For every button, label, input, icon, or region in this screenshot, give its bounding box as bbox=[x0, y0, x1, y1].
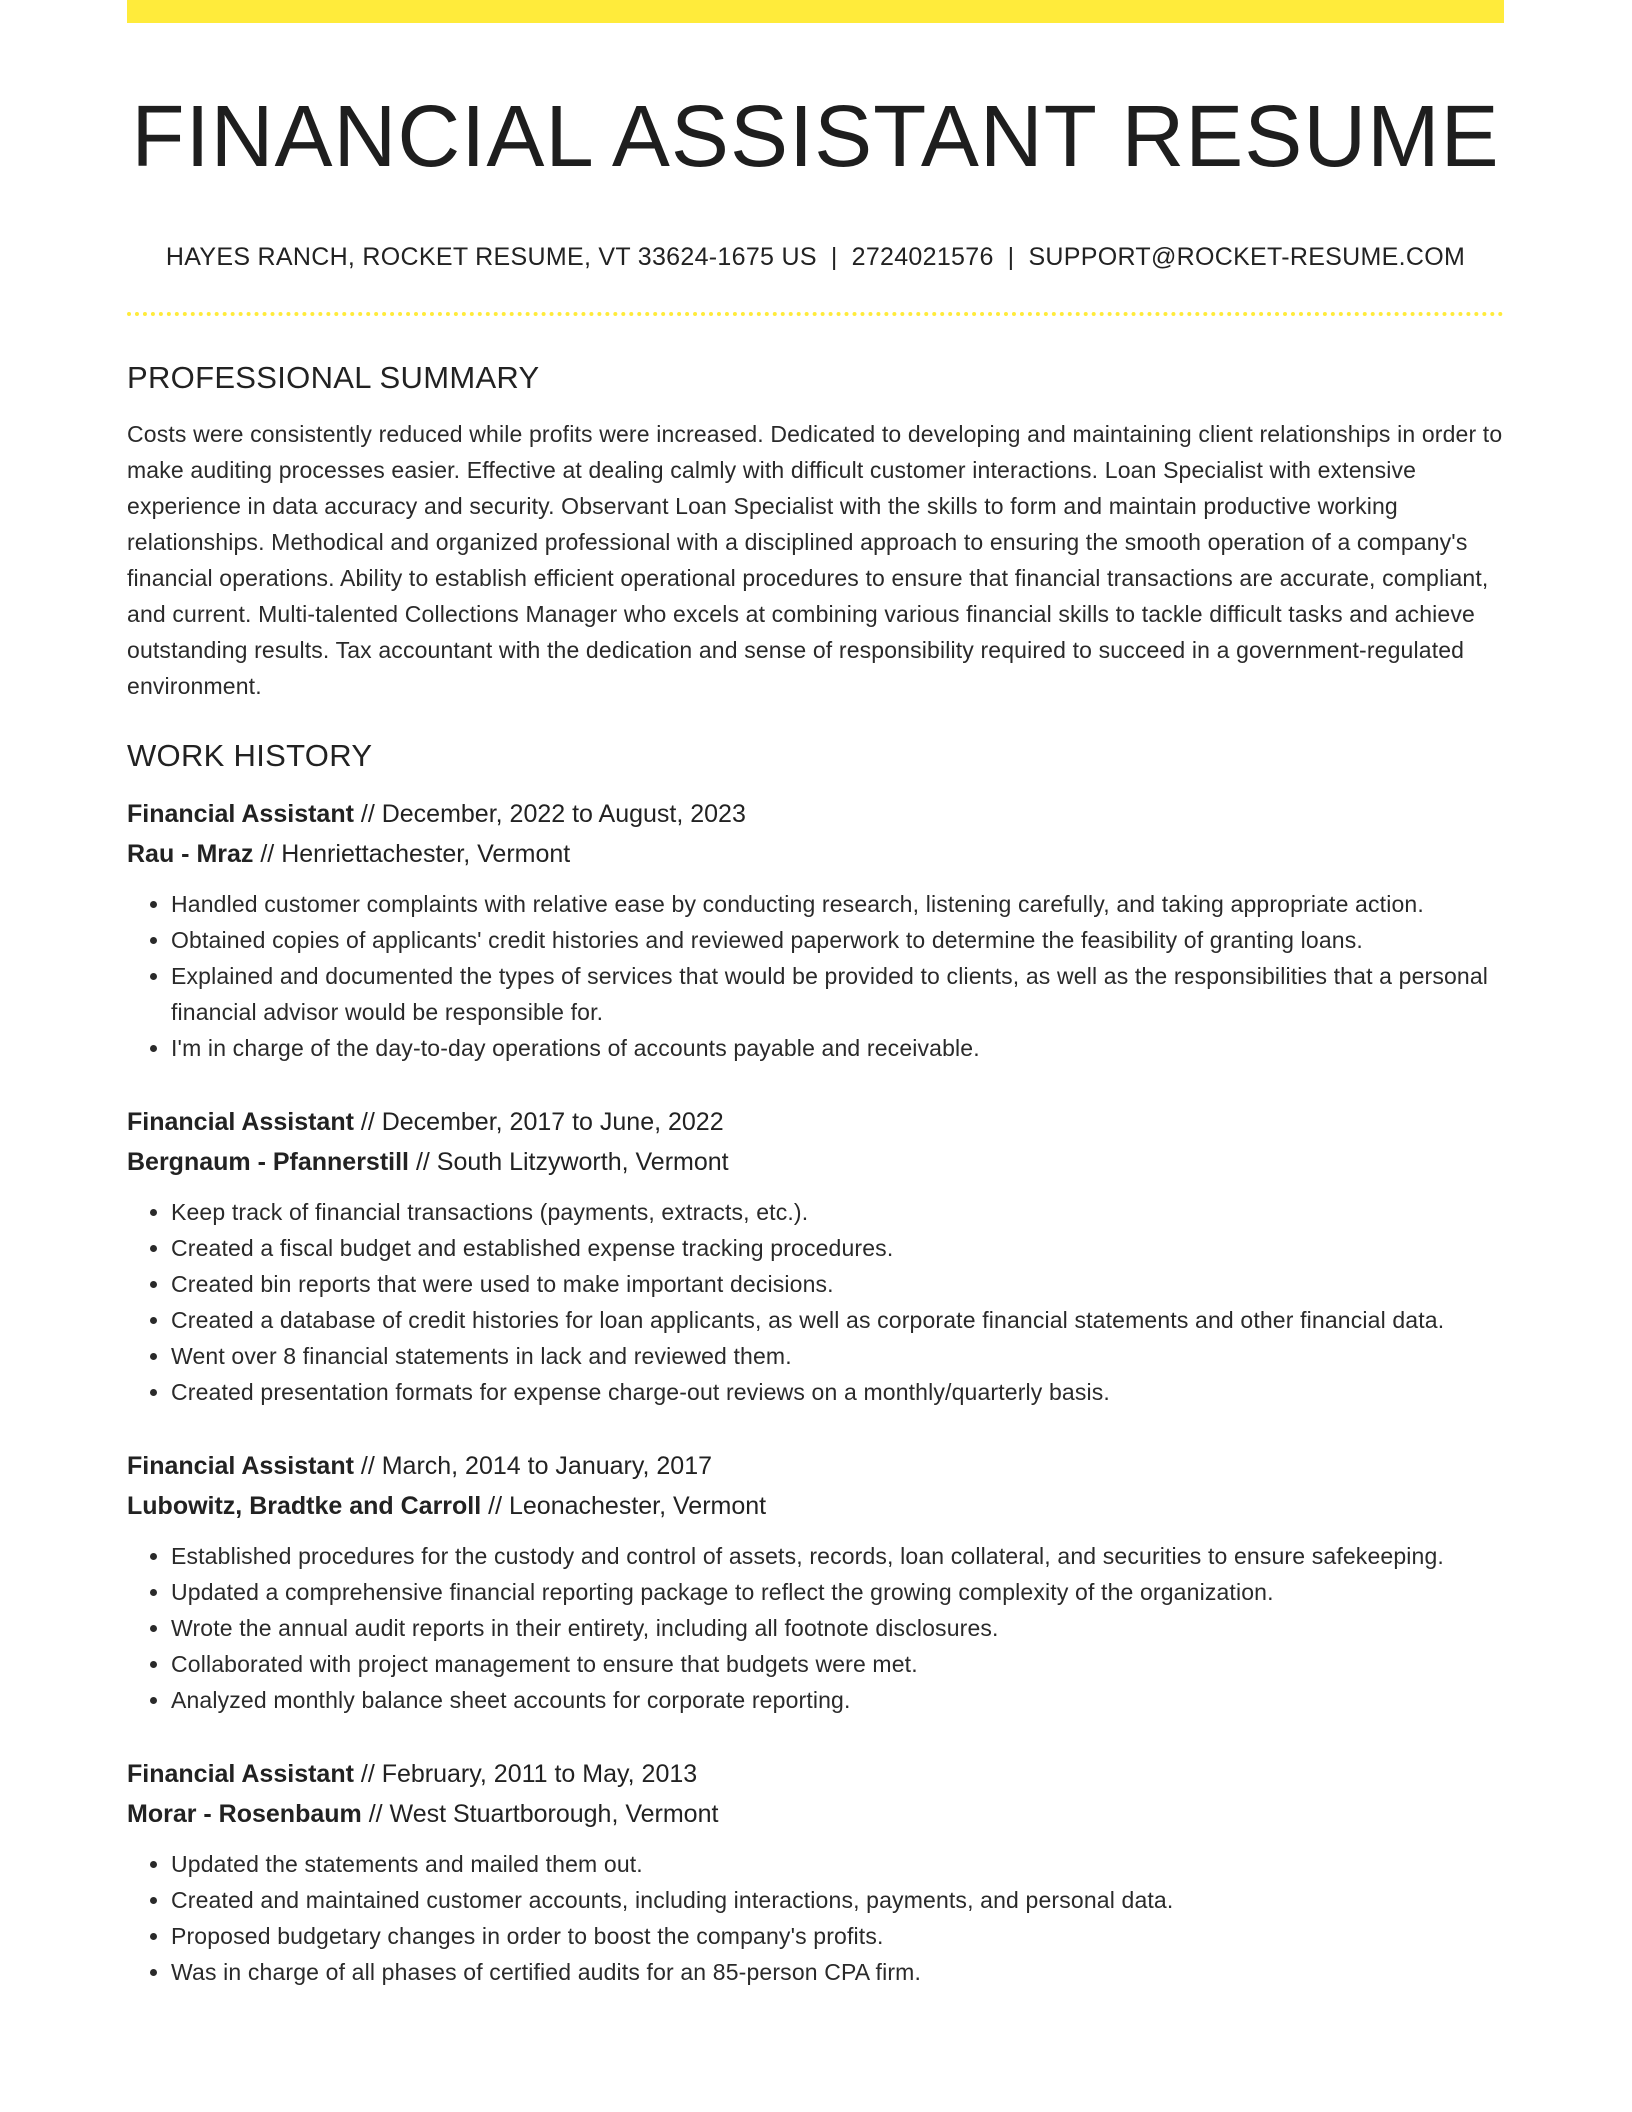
job-title: Financial Assistant bbox=[127, 800, 354, 829]
summary-text: Costs were consistently reduced while profits were increased. Dedicated to developing and maintaining client relationships in order to make auditing processes easier. Effective at dealing calmly with difficult customer interactions. Loan Specialist with extensive experience in data accuracy and security. Observant Loan Specialist with the skills to form and maintain productive working relationships. Methodical and organized professional with a disciplined approach to ensuring the smooth operation of a company's financial operations. Ability to establish efficient operational procedures to ensure that financial transactions are accurate, compliant, and current. Multi-talented Collections Manager who excels at combining various financial skills to tackle difficult tasks and achieve outstanding results. Tax accountant with the dedication and sense of responsibility required to succeed in a government-regulated environment. bbox=[127, 421, 1503, 700]
job-bullet: • Wrote the annual audit reports in their entirety, including all footnote disclosures. bbox=[171, 1610, 1504, 1646]
work-history-list bbox=[127, 794, 1504, 1990]
job-company: Lubowitz, Bradtke and Carroll bbox=[127, 1492, 482, 1521]
job-company: Bergnaum - Pfannerstill bbox=[127, 1148, 409, 1177]
job-bullet: • Keep track of financial transactions (payments, extracts, etc.). bbox=[171, 1194, 1504, 1230]
job-bullet: • Updated a comprehensive financial reporting package to reflect the growing complexity of the organization. bbox=[171, 1574, 1504, 1610]
job-title: Financial Assistant bbox=[127, 1760, 354, 1789]
dotted-divider bbox=[127, 312, 1504, 316]
job-company-line bbox=[127, 1142, 1504, 1182]
contact-line bbox=[127, 243, 1504, 272]
job-dates: // December, 2017 to June, 2022 bbox=[360, 1108, 724, 1137]
job-bullet: • Created bin reports that were used to make important decisions. bbox=[171, 1266, 1504, 1302]
job-title-line bbox=[127, 1446, 1504, 1486]
job-bullet-list bbox=[127, 886, 1504, 1066]
accent-top-bar bbox=[127, 0, 1504, 23]
job-bullet: • Created presentation formats for expense charge-out reviews on a monthly/quarterly basis. bbox=[171, 1374, 1504, 1410]
job-location: // Henriettachester, Vermont bbox=[260, 840, 571, 869]
job-bullet: • Proposed budgetary changes in order to boost the company's profits. bbox=[171, 1918, 1504, 1954]
job-company-line bbox=[127, 1794, 1504, 1834]
job-bullet: • Explained and documented the types of services that would be provided to clients, as well as the responsibilities that a personal financial advisor would be responsible for. bbox=[171, 958, 1504, 1030]
job-bullet: • Analyzed monthly balance sheet accounts for corporate reporting. bbox=[171, 1682, 1504, 1718]
job-company: Rau - Mraz bbox=[127, 840, 254, 869]
job-bullet: • Updated the statements and mailed them out. bbox=[171, 1846, 1504, 1882]
job-company-line bbox=[127, 834, 1504, 874]
job-dates: // December, 2022 to August, 2023 bbox=[360, 800, 746, 829]
job-title: Financial Assistant bbox=[127, 1108, 354, 1137]
job-dates: // March, 2014 to January, 2017 bbox=[360, 1452, 713, 1481]
job-location: // South Litzyworth, Vermont bbox=[415, 1148, 729, 1177]
contact-address: HAYES RANCH, ROCKET RESUME, VT 33624-1675 US bbox=[165, 243, 817, 272]
contact-separator: | bbox=[1007, 243, 1015, 272]
contact-phone: 2724021576 bbox=[851, 243, 994, 272]
contact-separator: | bbox=[830, 243, 838, 272]
job-bullet-list bbox=[127, 1846, 1504, 1990]
resume-title: FINANCIAL ASSISTANT RESUME bbox=[131, 88, 1500, 185]
job-title: Financial Assistant bbox=[127, 1452, 354, 1481]
job-bullet-list bbox=[127, 1538, 1504, 1718]
job-location: // Leonachester, Vermont bbox=[488, 1492, 767, 1521]
job-bullet: • Handled customer complaints with relative ease by conducting research, listening carefully, and taking appropriate action. bbox=[171, 886, 1504, 922]
job-bullet: • Created a fiscal budget and established expense tracking procedures. bbox=[171, 1230, 1504, 1266]
job-bullet: • I'm in charge of the day-to-day operations of accounts payable and receivable. bbox=[171, 1030, 1504, 1066]
job-bullet: • Went over 8 financial statements in lack and reviewed them. bbox=[171, 1338, 1504, 1374]
job-company-line bbox=[127, 1486, 1504, 1526]
job-title-line bbox=[127, 1102, 1504, 1142]
work-history-heading: WORK HISTORY bbox=[127, 738, 373, 774]
job-entry bbox=[127, 1754, 1504, 1990]
job-bullet-list bbox=[127, 1194, 1504, 1410]
summary-heading: PROFESSIONAL SUMMARY bbox=[127, 360, 540, 396]
job-title-line bbox=[127, 794, 1504, 834]
job-dates: // February, 2011 to May, 2013 bbox=[360, 1760, 698, 1789]
job-bullet: • Created and maintained customer accounts, including interactions, payments, and personal data. bbox=[171, 1882, 1504, 1918]
job-company: Morar - Rosenbaum bbox=[127, 1800, 362, 1829]
resume-page bbox=[127, 0, 1504, 2026]
job-bullet: • Obtained copies of applicants' credit histories and reviewed paperwork to determine the feasibility of granting loans. bbox=[171, 922, 1504, 958]
job-entry bbox=[127, 794, 1504, 1066]
contact-email: SUPPORT@ROCKET-RESUME.COM bbox=[1028, 243, 1466, 272]
job-location: // West Stuartborough, Vermont bbox=[368, 1800, 719, 1829]
job-bullet: • Was in charge of all phases of certified audits for an 85-person CPA firm. bbox=[171, 1954, 1504, 1990]
job-bullet: • Created a database of credit histories for loan applicants, as well as corporate financial statements and other financial data. bbox=[171, 1302, 1504, 1338]
job-title-line bbox=[127, 1754, 1504, 1794]
job-bullet: • Collaborated with project management to ensure that budgets were met. bbox=[171, 1646, 1504, 1682]
job-entry bbox=[127, 1446, 1504, 1718]
job-entry bbox=[127, 1102, 1504, 1410]
job-bullet: • Established procedures for the custody and control of assets, records, loan collateral, and securities to ensure safekeeping. bbox=[171, 1538, 1504, 1574]
